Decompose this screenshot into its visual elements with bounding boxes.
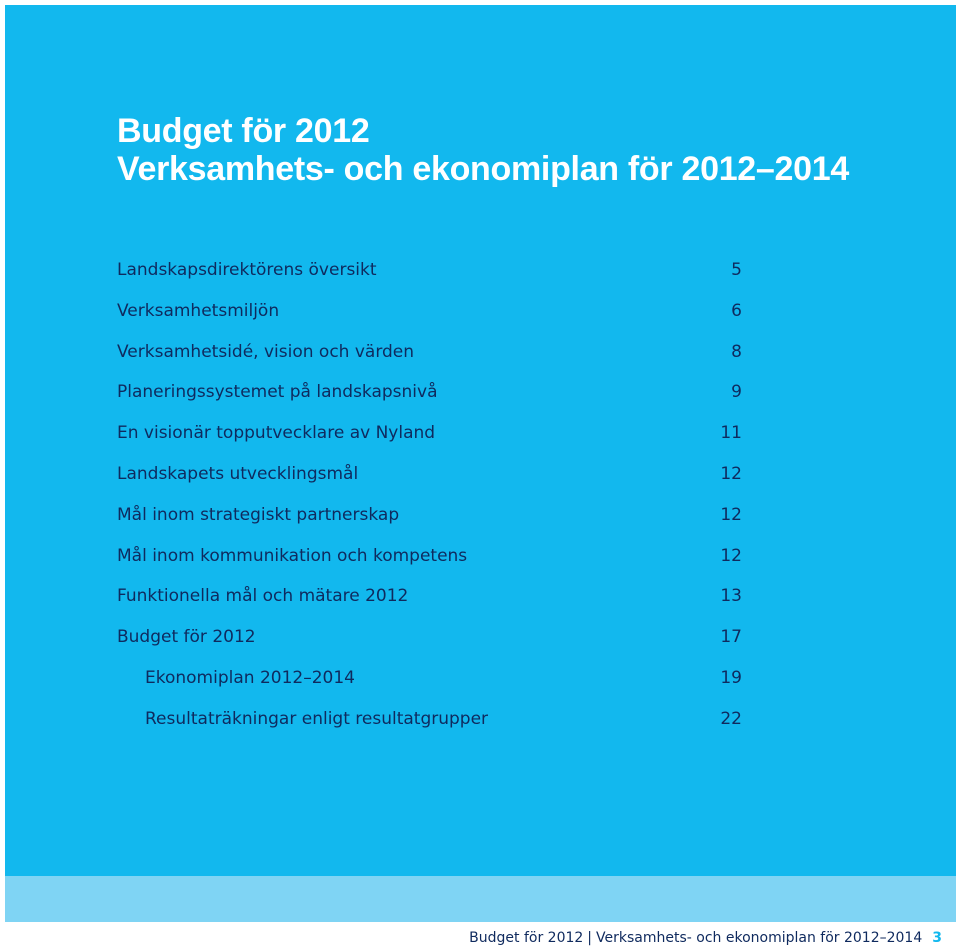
toc-item-page: 12 (720, 545, 742, 566)
toc-item-label: Mål inom strategiskt partnerskap (117, 504, 400, 525)
toc-item-label: Landskapets utvecklingsmål (117, 463, 359, 484)
toc-item-page: 6 (731, 300, 742, 321)
toc-item-page: 11 (720, 423, 742, 444)
toc-item (117, 464, 742, 505)
page-number: 3 (932, 930, 942, 946)
toc-subitem (117, 668, 742, 709)
toc-item (117, 342, 742, 383)
toc-item-label: Funktionella mål och mätare 2012 (117, 586, 409, 607)
toc-item (117, 586, 742, 627)
toc-item-label: Planeringssystemet på landskapsnivå (117, 382, 438, 403)
toc-item-page: 5 (731, 260, 742, 280)
toc-item-page: 8 (731, 341, 742, 362)
footer-band (5, 876, 956, 922)
toc-item-label: En visionär topputvecklare av Nyland (117, 423, 436, 444)
toc-item (117, 423, 742, 464)
toc-item-page: 12 (720, 504, 742, 525)
toc-item-page: 9 (731, 382, 742, 403)
footer-left-text: Budget för 2012 (469, 930, 584, 946)
table-of-contents (117, 260, 742, 750)
toc-item-label: Ekonomiplan 2012–2014 (145, 667, 355, 688)
toc-subitem (117, 709, 742, 750)
toc-item-page: 12 (720, 463, 742, 484)
footer-separator: | (587, 930, 593, 946)
title-line-1: Budget för 2012 (117, 112, 370, 150)
toc-item (117, 627, 742, 668)
toc-item-page: 13 (720, 586, 742, 607)
toc-item-label: Mål inom kommunikation och kompetens (117, 545, 468, 566)
toc-item-label: Budget för 2012 (117, 627, 256, 648)
footer-right-text: Verksamhets- och ekonomiplan för 2012–2014 (596, 930, 923, 946)
toc-item-label: Landskapsdirektörens översikt (117, 260, 377, 280)
toc-item-page: 19 (720, 667, 742, 688)
toc-item (117, 382, 742, 423)
document-title (117, 112, 849, 188)
toc-item (117, 260, 742, 301)
toc-item (117, 505, 742, 546)
running-footer (469, 930, 942, 946)
toc-item-page: 22 (720, 708, 742, 729)
toc-item-page: 17 (720, 627, 742, 648)
toc-item-label: Resultaträkningar enligt resultatgrupper (145, 708, 489, 729)
toc-item-label: Verksamhetsmiljön (117, 300, 280, 321)
title-line-2: Verksamhets- och ekonomiplan för 2012–2014 (117, 150, 849, 188)
toc-item (117, 301, 742, 342)
toc-item-label: Verksamhetsidé, vision och värden (117, 341, 415, 362)
toc-item (117, 546, 742, 587)
